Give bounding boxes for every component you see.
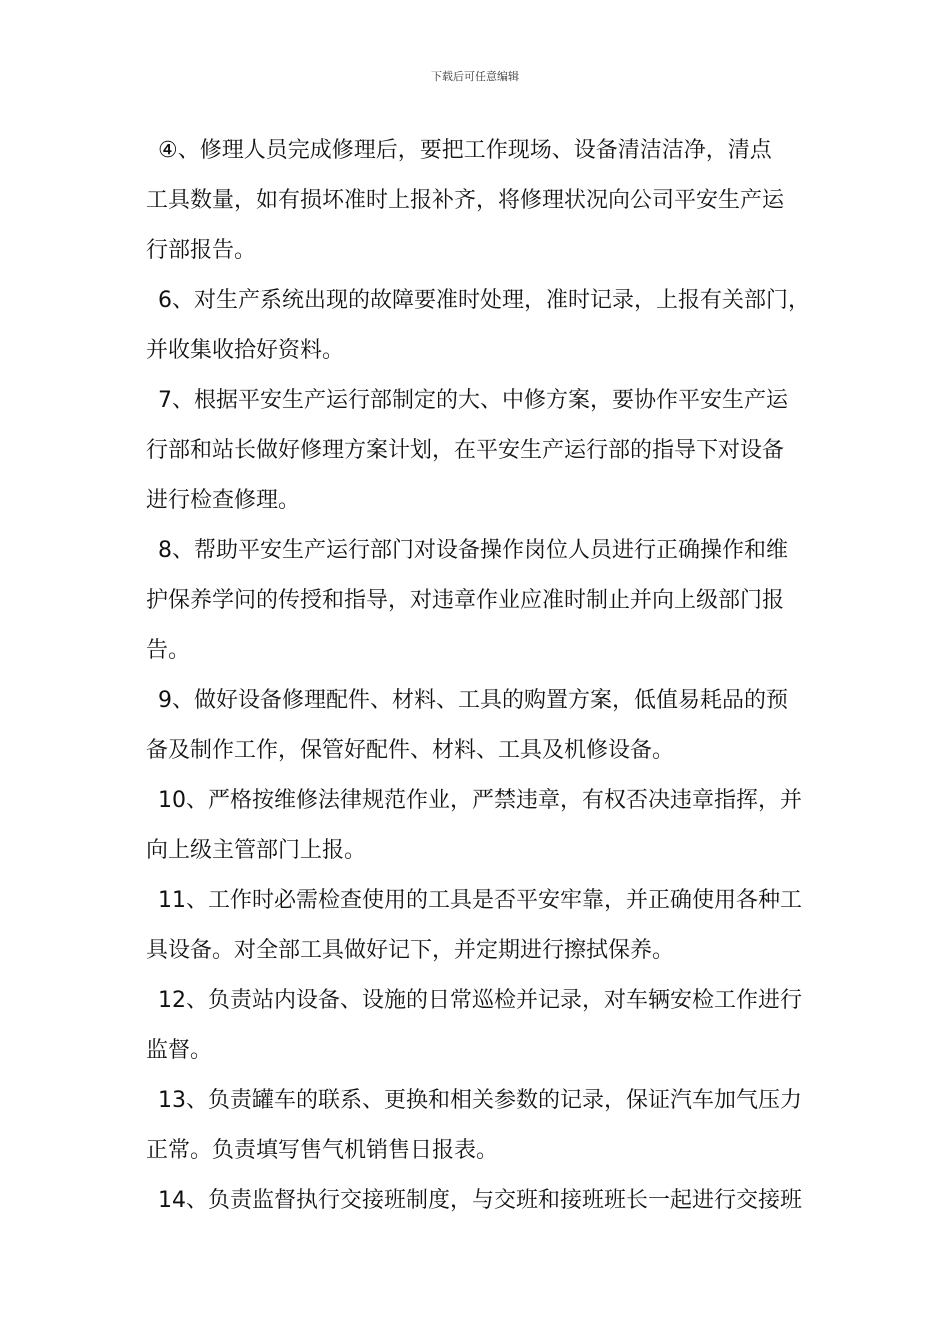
text-line: 护保养学问的传授和指导，对违章作业应准时制止并向上级部门报 bbox=[146, 588, 785, 613]
text-line: 14、负责监督执行交接班制度，与交班和接班班长一起进行交接班 bbox=[158, 1188, 802, 1213]
paragraph-item-13 bbox=[146, 1076, 814, 1176]
text-line: 7、根据平安生产运行部制定的大、中修方案，要协作平安生产运 bbox=[158, 388, 788, 413]
paragraph-item-12 bbox=[146, 976, 814, 1076]
paragraph-item-14 bbox=[146, 1176, 814, 1226]
text-line: 行部和站长做好修理方案计划，在平安生产运行部的指导下对设备 bbox=[146, 438, 785, 463]
text-line: 8、帮助平安生产运行部门对设备操作岗位人员进行正确操作和维 bbox=[158, 538, 788, 563]
page-header: 下载后可任意编辑 bbox=[431, 70, 519, 83]
paragraph-item-11 bbox=[146, 876, 814, 976]
paragraph-item-4 bbox=[146, 126, 814, 276]
text-line: 12、负责站内设备、设施的日常巡检并记录，对车辆安检工作进行 bbox=[158, 988, 802, 1013]
text-line: 工具数量，如有损坏准时上报补齐，将修理状况向公司平安生产运 bbox=[146, 188, 785, 213]
paragraph-item-9 bbox=[146, 676, 814, 776]
text-line: 6、对生产系统出现的故障要准时处理，准时记录，上报有关部门， bbox=[158, 288, 810, 313]
text-line: 正常。负责填写售气机销售日报表。 bbox=[146, 1138, 499, 1163]
text-line: 监督。 bbox=[146, 1038, 213, 1063]
text-line: 11、工作时必需检查使用的工具是否平安牢靠，并正确使用各种工 bbox=[158, 888, 802, 913]
paragraph-item-8 bbox=[146, 526, 814, 676]
text-line: 10、严格按维修法律规范作业，严禁违章，有权否决违章指挥，并 bbox=[158, 788, 802, 813]
text-line: 告。 bbox=[146, 638, 191, 663]
text-line: 并收集收拾好资料。 bbox=[146, 338, 345, 363]
paragraph-item-10 bbox=[146, 776, 814, 876]
text-line: 进行检查修理。 bbox=[146, 488, 301, 513]
text-line: 行部报告。 bbox=[146, 238, 257, 263]
paragraph-item-6 bbox=[146, 276, 814, 376]
text-line: 具设备。对全部工具做好记下，并定期进行擦拭保养。 bbox=[146, 938, 675, 963]
text-line: 备及制作工作，保管好配件、材料、工具及机修设备。 bbox=[146, 738, 675, 763]
text-line: 9、做好设备修理配件、材料、工具的购置方案，低值易耗品的预 bbox=[158, 688, 788, 713]
text-line: ④、修理人员完成修理后，要把工作现场、设备清洁洁净，清点 bbox=[158, 138, 772, 163]
text-line: 向上级主管部门上报。 bbox=[146, 838, 367, 863]
text-line: 13、负责罐车的联系、更换和相关参数的记录，保证汽车加气压力 bbox=[158, 1088, 802, 1113]
paragraph-item-7 bbox=[146, 376, 814, 526]
document-body bbox=[146, 126, 814, 1226]
